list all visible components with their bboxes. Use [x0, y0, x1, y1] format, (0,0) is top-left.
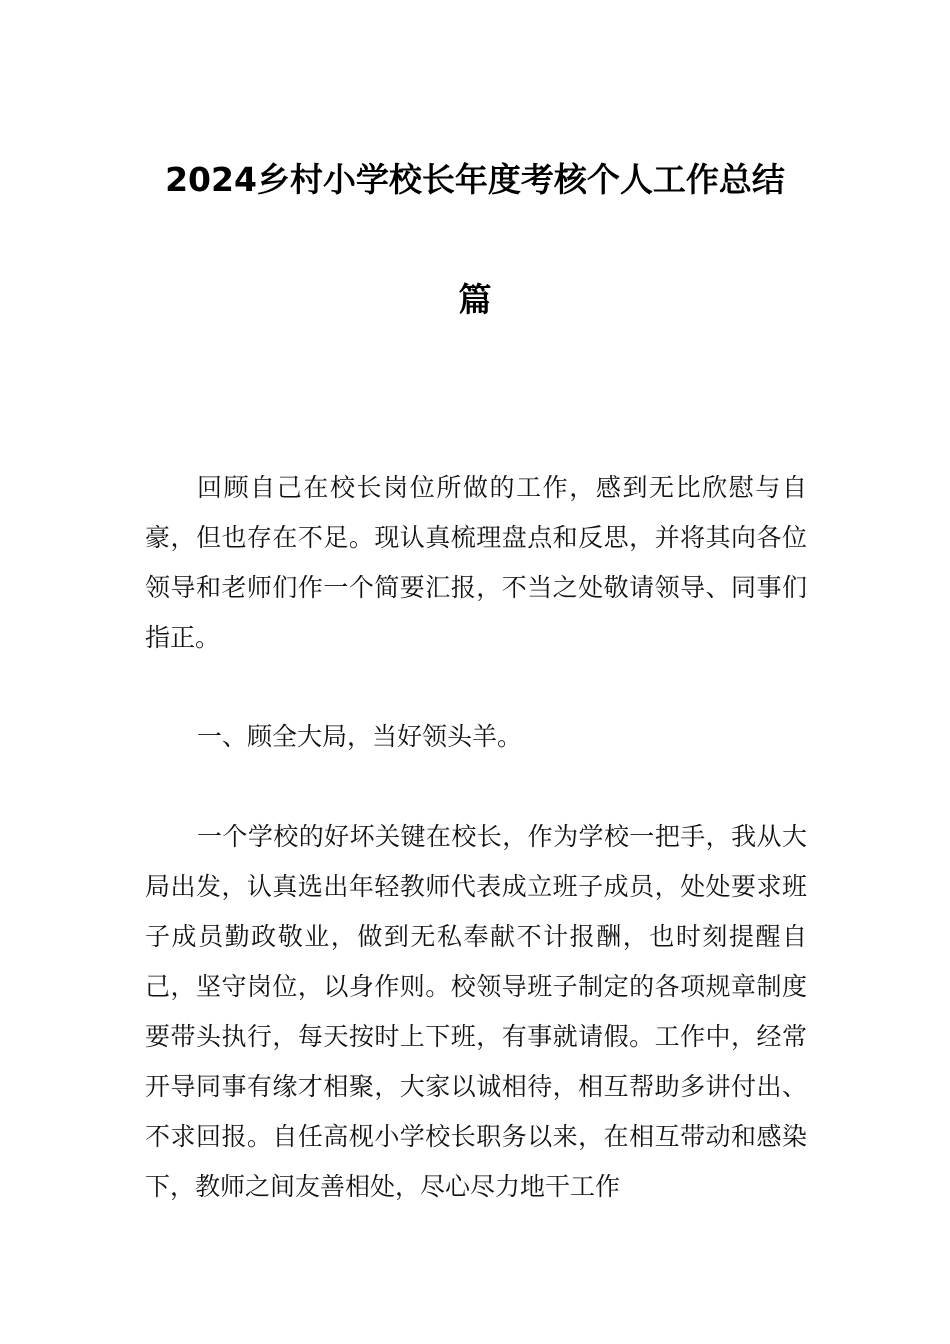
- section-1-paragraph: 一个学校的好坏关键在校长，作为学校一把手，我从大局出发，认真选出年轻教师代表成立班子成员，处处要求班子成员勤政敬业，做到无私奉献不计报酬，也时刻提醒自己，坚守岗位，以身作则。校领导班子制定的各项规章制度要带头执行，每天按时上下班，有事就请假。工作中，经常开导同事有缘才相聚，大家以诚相待，相互帮助多讲付出、不求回报。自任高枧小学校长职务以来，在相互带动和感染下，教师之间友善相处，尽心尽力地干工作: [145, 822, 807, 1201]
- intro-paragraph: 回顾自己在校长岗位所做的工作，感到无比欣慰与自豪，但也存在不足。现认真梳理盘点和反思，并将其向各位领导和老师们作一个简要汇报，不当之处敬请领导、同事们指正。: [145, 473, 807, 652]
- document-title-line-2: 篇: [458, 280, 492, 319]
- document-title-line-1: 2024乡村小学校长年度考核个人工作总结: [165, 160, 785, 199]
- section-heading-1: 一、顾全大局，当好领头羊。: [197, 722, 523, 751]
